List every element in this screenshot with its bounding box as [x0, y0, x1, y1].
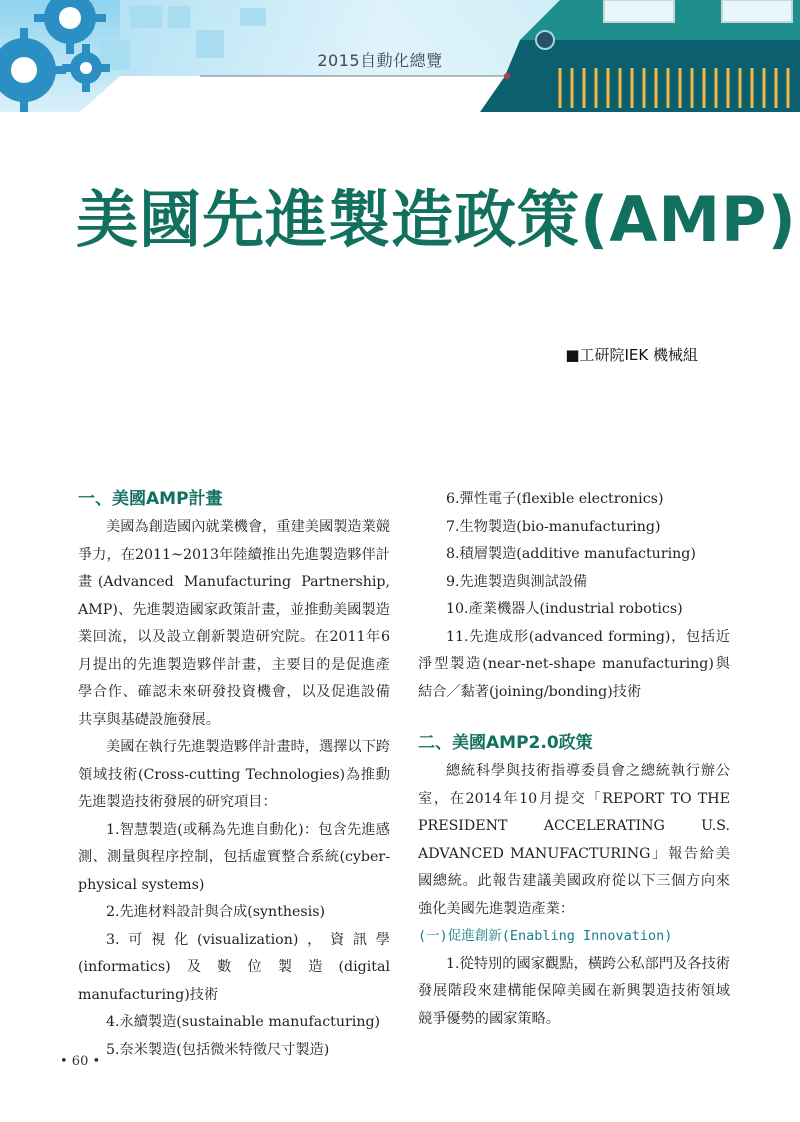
subsection1-heading: (一)促進創新(Enabling Innovation): [418, 928, 673, 944]
list-item-1: 1.智慧製造(或稱為先進自動化)：包含先進感測、測量與程序控制，包括虛實整合系統(cyber-physical systems): [78, 821, 390, 893]
list-item-9: 9.先進製造與測試設備: [446, 573, 588, 590]
list-item-8: 8.積層製造(additive manufacturing): [446, 546, 696, 562]
paragraph-2: 美國在執行先進製造夥伴計畫時，選擇以下跨領域技術(Cross-cutting Technologies)為推動先進製造技術發展的研究項目：: [78, 739, 390, 810]
right-column: [418, 486, 730, 1033]
page-number: • 60 •: [60, 1054, 101, 1069]
list-item-3: 3.可視化(visualization)，資訊學(informatics)及數位製造(digital manufacturing)技術: [78, 931, 390, 1003]
list-item-7: 7.生物製造(bio-manufacturing): [446, 518, 661, 535]
paragraph-3: 總統科學與技術指導委員會之總統執行辦公室，在2014年10月提交「REPORT TO THE PRESIDENT ACCELERATING U.S. ADVANCED MANUFACTURING」報告給美國總統。此報告建議美國政府從以下三個方向來強化美國先進製造產業：: [418, 763, 730, 917]
header-banner: [0, 0, 800, 112]
list-item-6: 6.彈性電子(flexible electronics): [446, 491, 664, 507]
left-column: [78, 486, 390, 1064]
section2-heading: 二、美國AMP2.0政策: [418, 733, 593, 753]
page-title: 美國先進製造政策(AMP): [76, 183, 797, 256]
section1-heading: 一、美國AMP計畫: [78, 489, 223, 509]
paragraph-1: 美國為創造國內就業機會，重建美國製造業競爭力，在2011~2013年陸續推出先進製造夥伴計畫(Advanced Manufacturing Partnership, AMP)、先進製造國家政策計畫，並推動美國製造業回流，以及設立創新製造研究院。在2011年6月提出的先進製造夥伴計畫，主要目的是促進產學合作、確認未來研發投資機會，以及促進設備共享與基礎設施發展。: [78, 519, 390, 728]
header-label: 2015自動化總覽: [317, 51, 443, 70]
author-line: ■工研院IEK 機械組: [565, 346, 698, 364]
section-gap: [418, 706, 730, 730]
list-item-5: 5.奈米製造(包括微米特徵尺寸製造): [106, 1041, 330, 1058]
paragraph-4: 1.從特別的國家觀點，橫跨公私部門及各技術發展階段來建構能保障美國在新興製造技術領域競爭優勢的國家策略。: [418, 955, 730, 1027]
list-item-10: 10.產業機器人(industrial robotics): [446, 601, 683, 617]
list-item-4: 4.永續製造(sustainable manufacturing): [106, 1014, 381, 1030]
list-item-2: 2.先進材料設計與合成(synthesis): [106, 904, 326, 920]
list-item-11: 11.先進成形(advanced forming)，包括近淨型製造(near-net-shape manufacturing)與結合／黏著(joining/bonding)技術: [418, 628, 730, 700]
